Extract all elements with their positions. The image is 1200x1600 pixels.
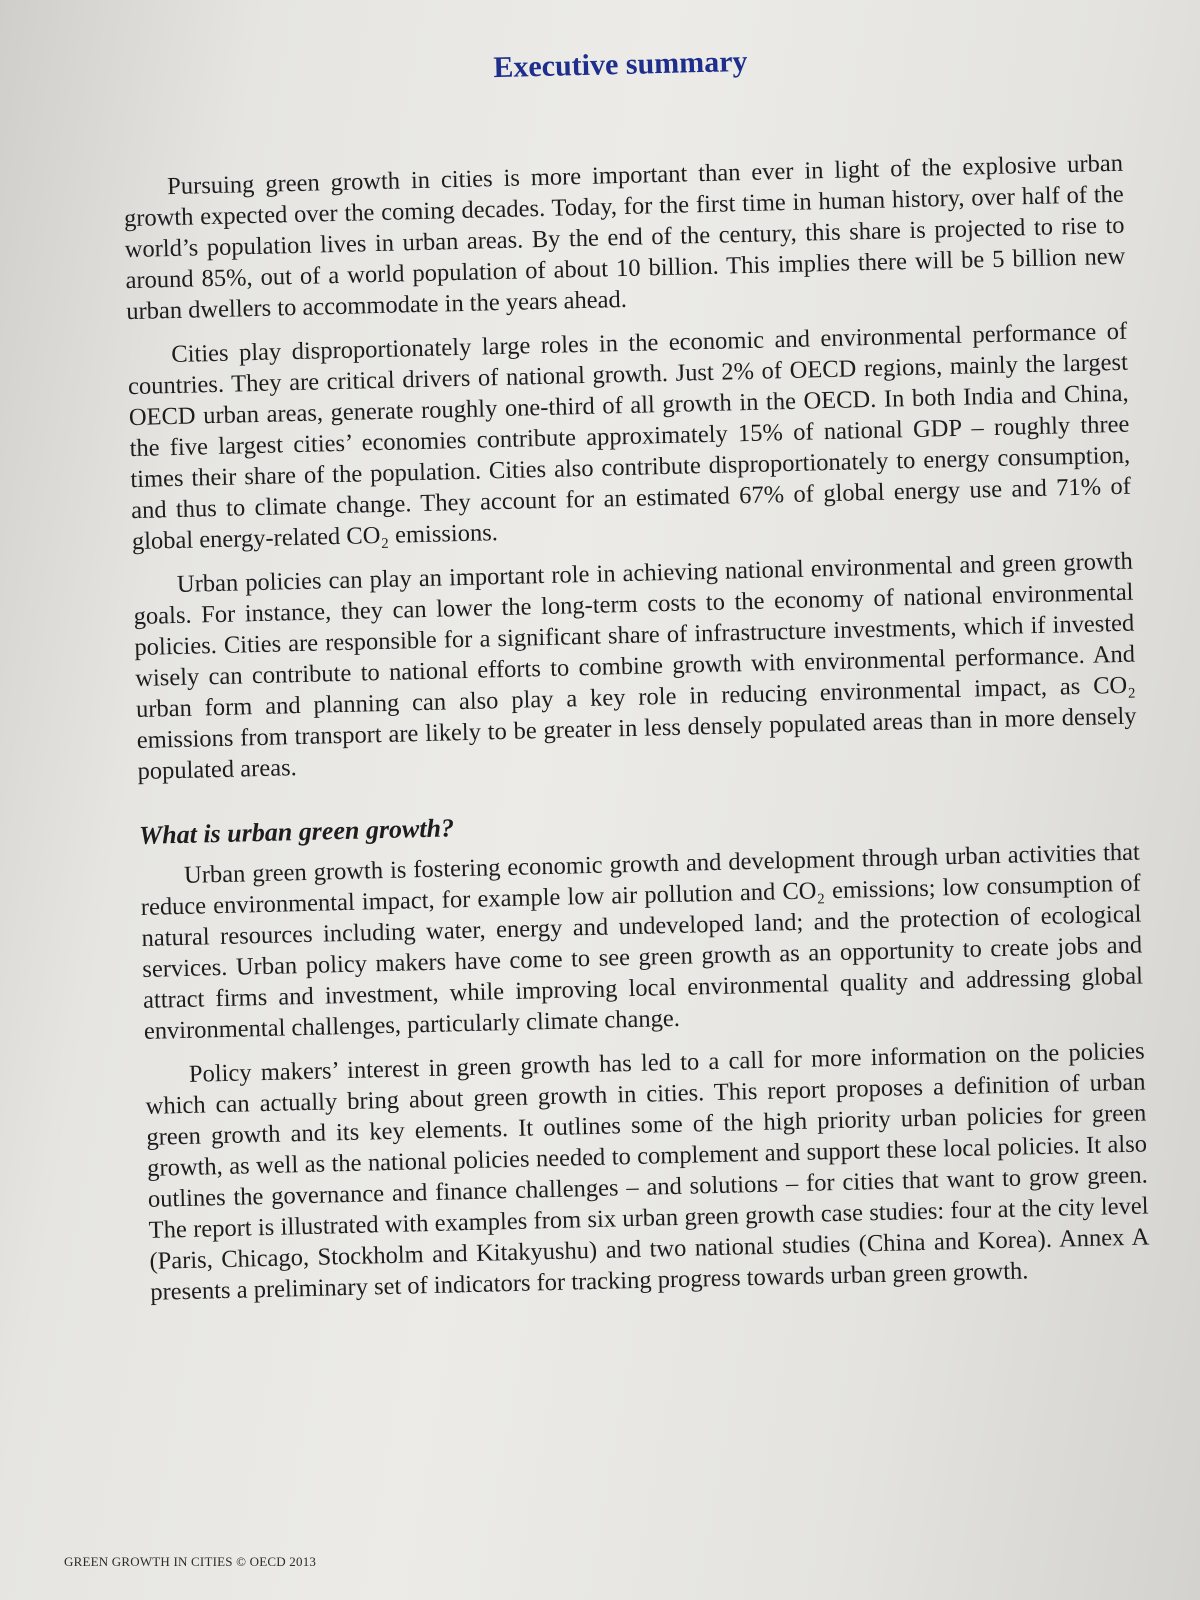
section-heading: What is urban green growth?	[138, 813, 455, 850]
paragraph-cities-role: Cities play disproportionately large roles in the economic and environmental performance of countries. They are critical drivers of national growth. Just 2% of OECD regions, mainly the largest OECD urban areas, generate roughly one-third of all growth in the OECD. In both India and China, the five largest cities’ economies contribute approximately 15% of national GDP – roughly three times their share of the population. Cities also contribute disproportionately to energy consumption, and thus to climate change. They account for an estimated 67% of global energy use and 71% of global energy-related CO₂ emissions.	[127, 317, 1132, 556]
page-footer: GREEN GROWTH IN CITIES © OECD 2013	[64, 1554, 317, 1569]
paragraph-intro: Pursuing green growth in cities is more important than ever in light of the explosive urban growth expected over the coming decades. Today, for the first time in human history, over half of the world’s population lives in urban areas. By the end of the century, this share is projected to rise to around 85%, out of a world population of about 10 billion. This implies there will be 5 billion new urban dwellers to accommodate in the years ahead.	[123, 149, 1126, 326]
paragraph-urban-policies: Urban policies can play an important role in achieving national environmental and green growth goals. For instance, they can lower the long-term costs to the economy of national environmental policies. Cities are responsible for a significant share of infrastructure investments, which if invested wisely can contribute to national efforts to combine growth with environmental performance. And urban form and planning can also play a key role in reducing environmental impact, as CO₂ emissions from transport are likely to be greater in less densely populated areas than in more densely populated areas.	[133, 547, 1137, 785]
page-content	[120, 36, 1151, 1321]
paragraph-definition: Urban green growth is fostering economic growth and development through urban activities that reduce environmental impact, for example low air pollution and CO₂ emissions; low consumption of natural resources including water, energy and undeveloped land; and the protection of ecological services. Urban policy makers have come to see green growth as an opportunity to create jobs and attract firms and investment, while improving local environmental quality and addressing global environmental challenges, particularly climate change.	[140, 838, 1144, 1045]
page-title: Executive summary	[492, 44, 748, 85]
paragraph-report-overview: Policy makers’ interest in green growth has led to a call for more information on the policies which can actually bring about green growth in cities. This report proposes a definition of urban green growth and its key elements. It outlines some of the high priority urban policies for green growth, as well as the national policies needed to complement and support these local policies. It also outlines the governance and finance challenges – and solutions – for cities that want to grow green. The report is illustrated with examples from six urban green growth case studies: four at the city level (Paris, Chicago, Stockholm and Kitakyushu) and two national studies (China and Korea). Annex A presents a preliminary set of indicators for tracking progress towards urban green growth.	[145, 1037, 1150, 1306]
